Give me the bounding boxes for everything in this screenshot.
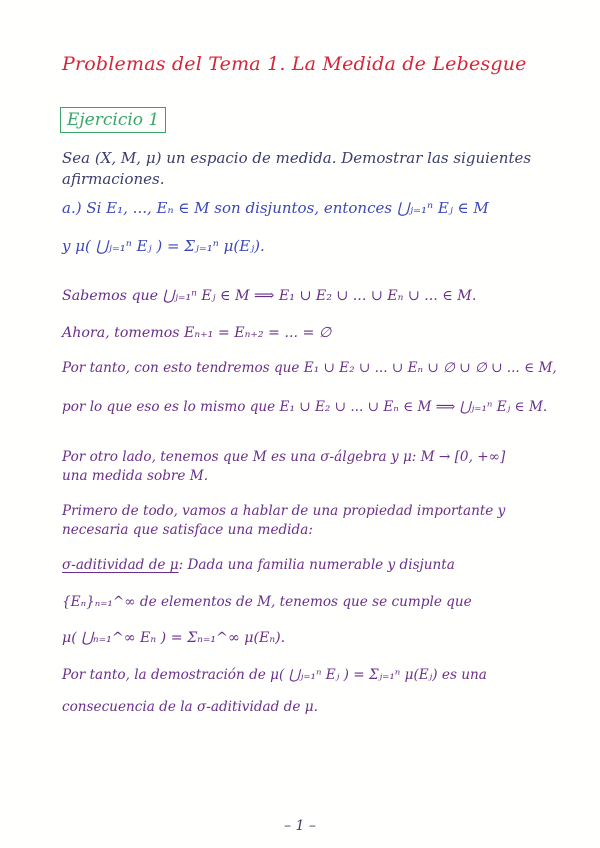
proof-line-4: por lo que eso es lo mismo que E₁ ∪ E₂ ∪ ... ∪ Eₙ ∈ M ⟹ ⋃ⱼ₌₁ⁿ Eⱼ ∈ M. [62,399,548,415]
proof-line-5: Por otro lado, tenemos que M es una σ-álgebra y μ: M → [0, +∞] [62,449,506,465]
proof-line-12: Por tanto, la demostración de μ( ⋃ⱼ₌₁ⁿ Eⱼ ) = Σⱼ₌₁ⁿ μ(Eⱼ) es una [62,667,487,683]
proof-line-13: consecuencia de la σ-aditividad de μ. [62,699,318,715]
proof-line-1: Sabemos que ⋃ⱼ₌₁ⁿ Eⱼ ∈ M ⟹ E₁ ∪ E₂ ∪ ... ∪ Eₙ ∪ ... ∈ M. [62,288,477,304]
exercise-label: Ejercicio 1 [60,107,166,133]
proof-line-11: μ( ⋃ₙ₌₁^∞ Eₙ ) = Σₙ₌₁^∞ μ(Eₙ). [62,630,286,646]
proof-line-10: {Eₙ}ₙ₌₁^∞ de elementos de M, tenemos que se cumple que [62,594,472,610]
proof-line-3: Por tanto, con esto tendremos que E₁ ∪ E₂ ∪ ... ∪ Eₙ ∪ ∅ ∪ ∅ ∪ ... ∈ M, [62,360,557,376]
page-title: Problemas del Tema 1. La Medida de Lebesgue [62,53,527,75]
statement-line-1: Sea (X, M, μ) un espacio de medida. Demostrar las siguientes [62,149,532,167]
part-a-line-2: y μ( ⋃ⱼ₌₁ⁿ Eⱼ ) = Σⱼ₌₁ⁿ μ(Eⱼ). [62,237,265,255]
proof-line-6: una medida sobre M. [62,468,209,484]
sigma-additivity-label: σ-aditividad de μ [62,557,179,573]
proof-line-9 [62,558,455,574]
proof-line-7: Primero de todo, vamos a hablar de una propiedad importante y [62,503,506,519]
part-a-line-1: a.) Si E₁, ..., Eₙ ∈ M son disjuntos, entonces ⋃ⱼ₌₁ⁿ Eⱼ ∈ M [62,199,489,217]
proof-line-8: necesaria que satisface una medida: [62,522,313,538]
proof-line-9-rest: : Dada una familia numerable y disjunta [178,557,455,573]
statement-line-2: afirmaciones. [62,170,165,188]
proof-line-2: Ahora, tomemos Eₙ₊₁ = Eₙ₊₂ = ... = ∅ [62,325,332,341]
page-number: – 1 – [284,818,316,834]
